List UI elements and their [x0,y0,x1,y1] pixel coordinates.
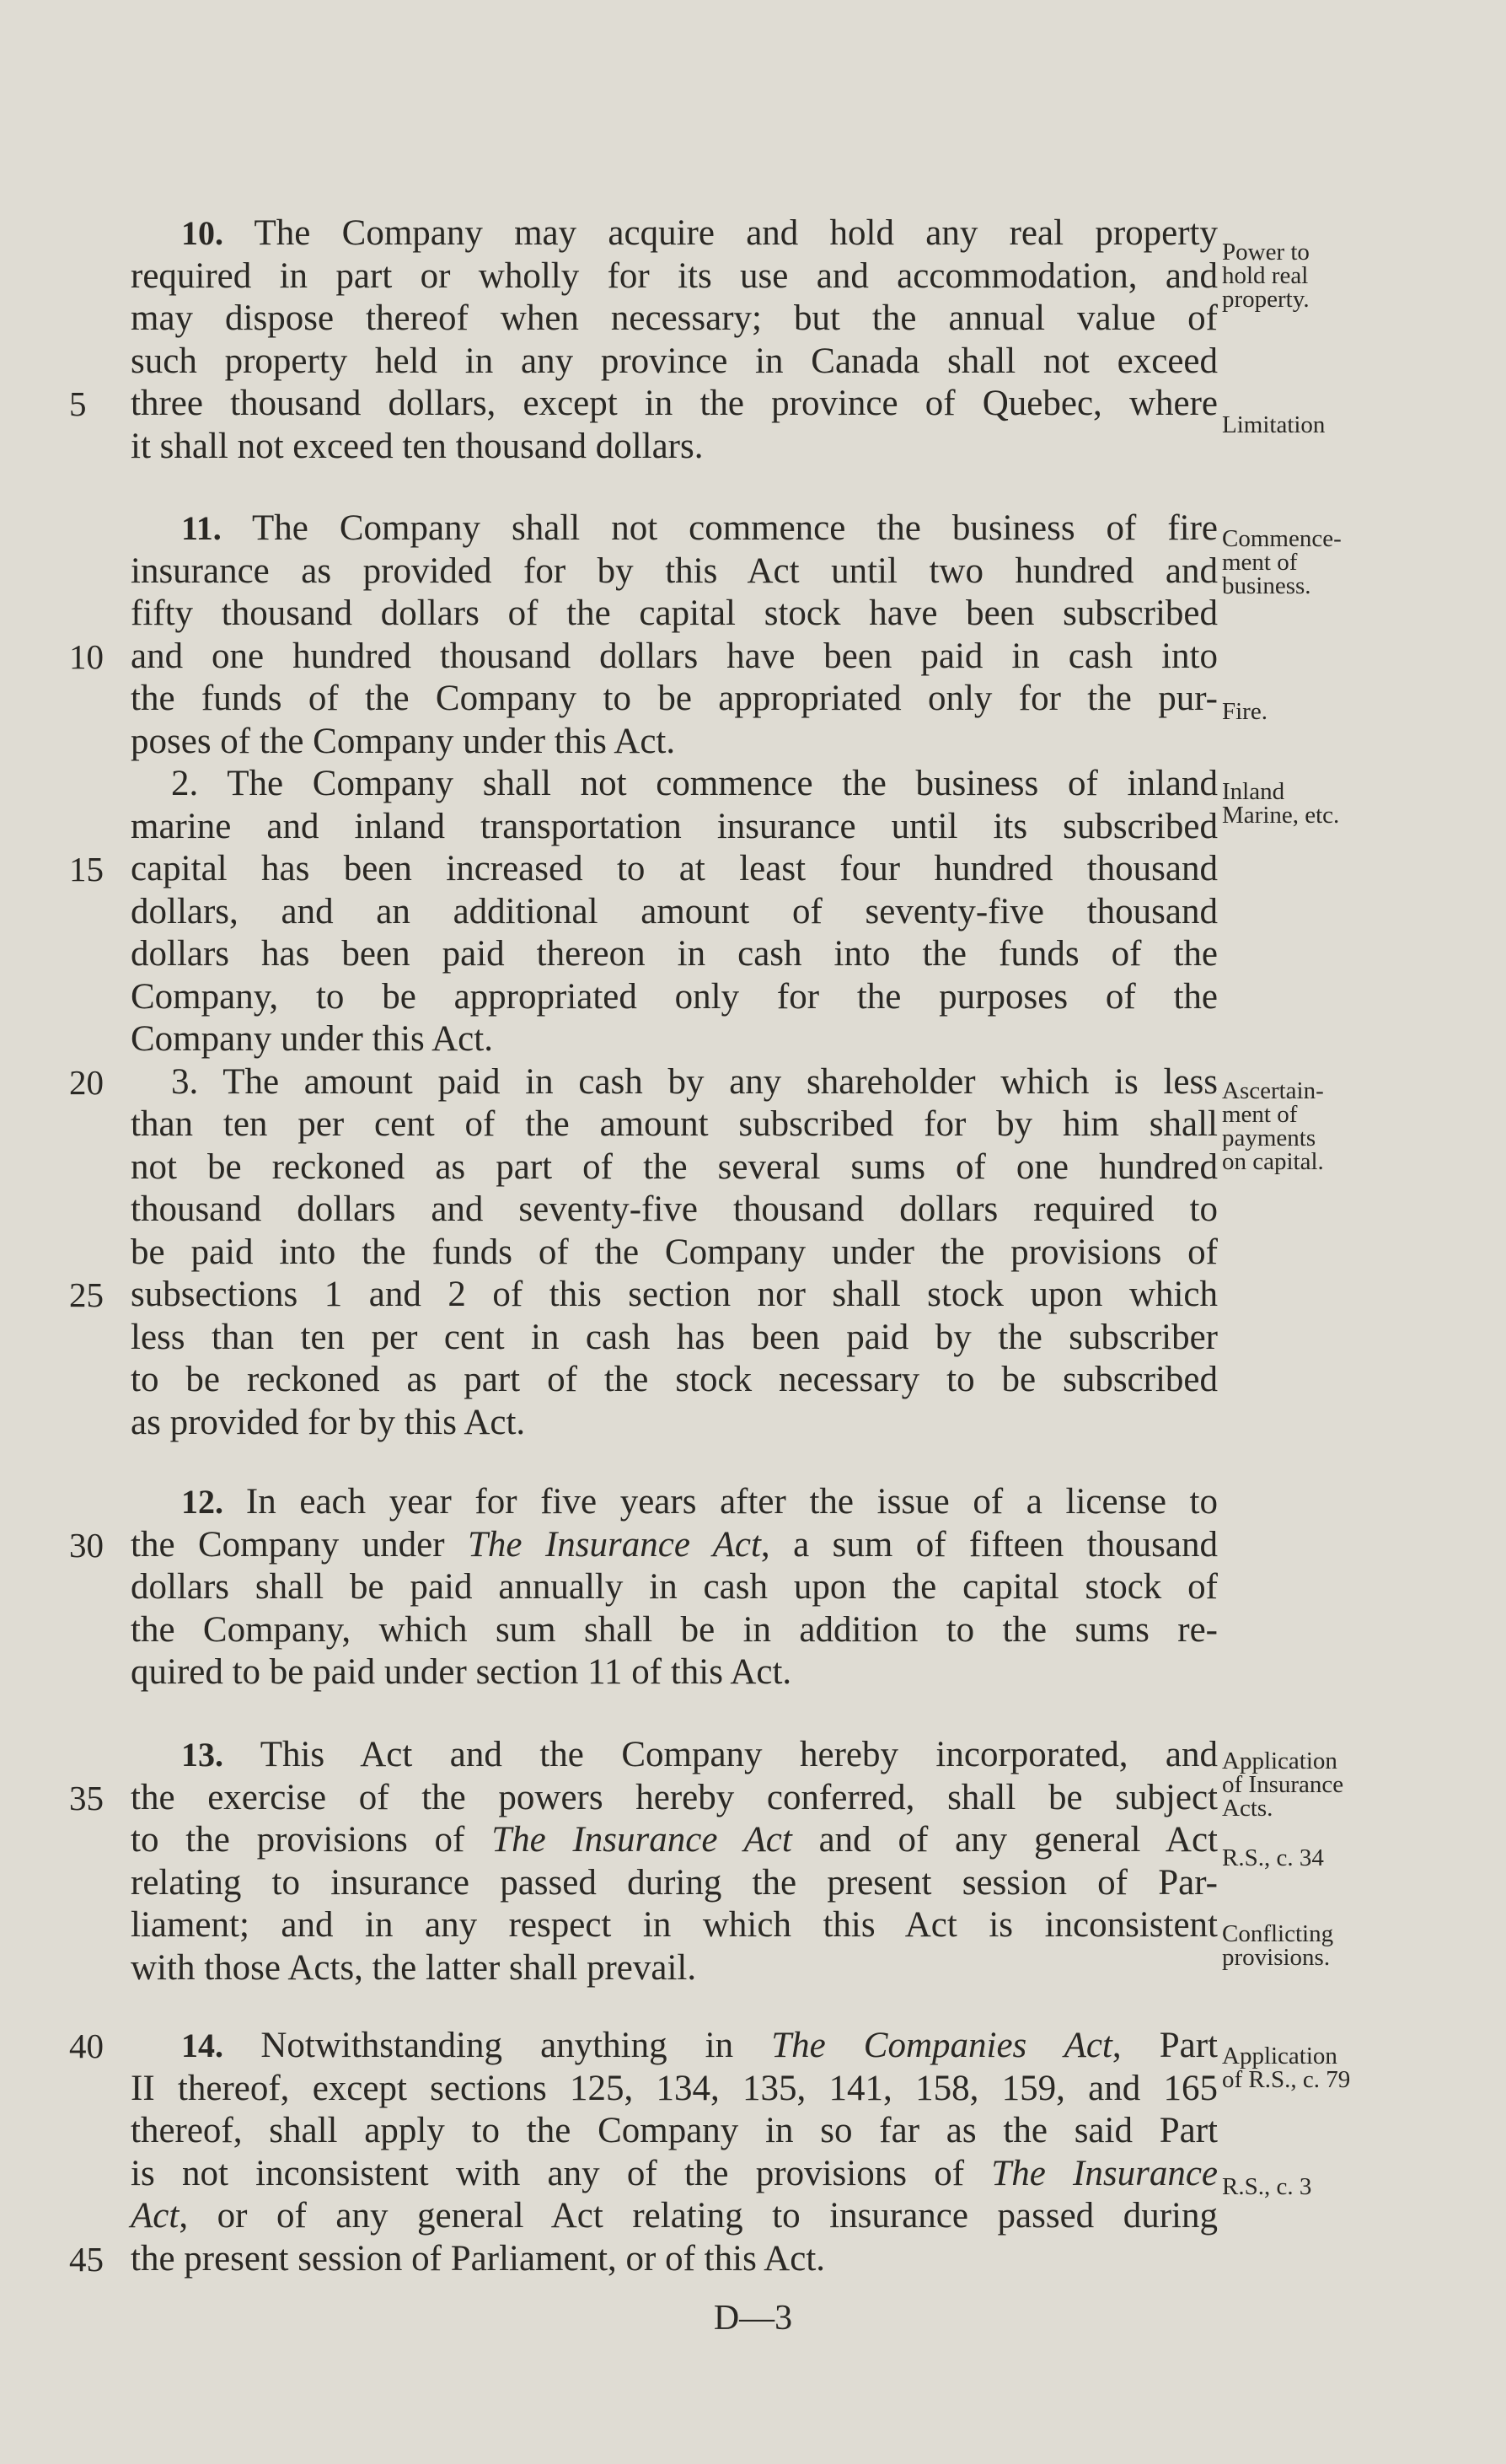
text-line [131,298,1218,340]
text-line [181,2025,1218,2067]
line-text: In each year for five years after the issue of a license to [245,1482,1218,1522]
line-text: relating to insurance passed during the present session of Par- [131,1862,1218,1903]
line-number: 30 [69,1525,104,1565]
text-line [131,1819,1218,1861]
text-line [181,1734,1218,1776]
line-text: insurance as provided for by this Act until two hundred and [131,550,1218,591]
margin-note-line: Application [1222,1747,1337,1774]
page-footer: D—3 [713,2299,793,2338]
margin-note-line: Acts. [1222,1795,1273,1822]
text-line [131,976,1218,1018]
text-line [131,848,1218,890]
margin-note [1222,413,1475,437]
line-text: Company, to be appropriated only for the purposes of the [131,976,1218,1017]
text-line [131,1777,1218,1819]
text-line [131,426,1218,468]
line-text: poses of the Company under this Act. [131,721,676,761]
line-text: Notwithstanding anything in [260,2026,772,2065]
line-text: , a sum of fifteen thousand [760,1524,1218,1565]
text-line [131,1566,1218,1608]
margin-note [1222,2044,1475,2091]
margin-note-line: ment of [1222,549,1298,576]
text-line [131,1103,1218,1146]
line-text: dollars, and an additional amount of seventy-five thousand [131,891,1218,931]
text-line [131,2110,1218,2152]
line-text: The Company shall not commence the business of fire [252,508,1218,548]
margin-note-line: property. [1222,286,1310,313]
act-title: Act [131,2196,180,2236]
margin-note-line: Inland [1222,778,1285,805]
line-text: 3. The amount paid in cash by any shareholder which is less [171,1061,1218,1102]
text-line [131,2068,1218,2110]
text-line [131,636,1218,678]
line-text: II thereof, except sections 125, 134, 135, 141, 158, 159, and 165 [131,2068,1218,2108]
margin-note [1222,2175,1475,2198]
line-text: the present session of Parliament, or of this Act. [131,2238,826,2279]
line-text: the exercise of the powers hereby conferred, shall be subject [131,1777,1218,1817]
margin-note [1222,1922,1475,1969]
line-number: 10 [69,636,104,676]
text-line [181,1481,1218,1523]
line-text: be paid into the funds of the Company under the provisions of [131,1232,1218,1272]
line-text: dollars shall be paid annually in cash upon the capital stock of [131,1567,1218,1607]
text-line [131,1862,1218,1904]
line-text: not be reckoned as part of the several sums of one hundred [131,1146,1218,1187]
text-line [131,2195,1218,2237]
margin-note [1222,780,1475,827]
line-text: This Act and the Company hereby incorporated, and [260,1735,1219,1774]
margin-note [1222,1749,1475,1820]
margin-note [1222,1846,1475,1870]
line-text: 2. The Company shall not commence the business of inland [171,764,1218,803]
margin-note-line: payments [1222,1125,1316,1151]
section-number: 14. [181,2026,261,2064]
line-text: is not inconsistent with any of the provisions of [131,2153,992,2193]
text-line [131,255,1218,298]
text-line [131,721,1218,763]
line-text: may dispose thereof when necessary; but the annual value of [131,298,1218,338]
text-line [131,678,1218,720]
line-text: to be reckoned as part of the stock necessary to be subscribed [131,1360,1218,1399]
line-text: with those Acts, the latter shall prevail. [131,1947,697,1988]
margin-note [1222,527,1475,598]
margin-note [1222,700,1475,723]
line-text: the Company under [131,1524,469,1565]
margin-note-line: business. [1222,572,1311,599]
text-line [131,933,1218,975]
act-title: The Insurance [991,2153,1218,2193]
section-number: 11. [181,509,253,547]
line-text: it shall not exceed ten thousand dollars. [131,426,704,466]
margin-note-line: R.S., c. 3 [1222,2173,1312,2200]
margin-note-line: of R.S., c. 79 [1222,2066,1351,2093]
margin-note-line: Fire. [1222,698,1268,725]
text-line [131,1146,1218,1189]
section-number: 12. [181,1483,246,1521]
margin-note-line: Application [1222,2043,1337,2069]
line-number: 15 [69,850,104,888]
margin-note-line: Conflicting [1222,1920,1334,1947]
line-text: dollars has been paid thereon in cash into the funds of the [131,934,1218,974]
text-line [181,212,1218,255]
margin-note-line: provisions. [1222,1944,1331,1971]
margin-note-line: ment of [1222,1101,1298,1128]
text-line [131,806,1218,848]
margin-note-line: on capital. [1222,1148,1324,1175]
line-text: to the provisions of [131,1820,492,1860]
act-title: The Companies Act [771,2026,1112,2065]
line-number: 35 [69,1778,104,1817]
text-line [131,1359,1218,1401]
text-line [131,550,1218,593]
line-text: subsections 1 and 2 of this section nor shall stock upon which [131,1275,1218,1314]
text-line [131,593,1218,635]
line-text: less than ten per cent in cash has been paid by the subscriber [131,1317,1218,1357]
line-number: 45 [69,2239,104,2279]
line-text: liament; and in any respect in which this Act is inconsistent [131,1905,1218,1945]
section-number: 10. [181,214,255,252]
text-line [131,1018,1218,1060]
text-line [131,1904,1218,1946]
margin-note-line: Marine, etc. [1222,802,1340,829]
line-text: thereof, shall apply to the Company in so far as the said Part [131,2111,1218,2150]
line-text: capital has been increased to at least four hundred thousand [131,849,1218,888]
margin-note-line: R.S., c. 34 [1222,1844,1324,1871]
margin-note-line: Limitation [1222,411,1326,438]
text-line [131,1317,1218,1359]
text-line [131,1189,1218,1231]
text-line [131,2238,1218,2280]
text-line [131,1947,1218,1989]
text-line [131,341,1218,383]
line-number: 40 [69,2026,104,2065]
margin-note-line: Ascertain- [1222,1077,1324,1104]
line-text: the Company, which sum shall be in addition to the sums re- [131,1609,1218,1650]
line-text: Company under this Act. [131,1019,493,1059]
text-line [131,1232,1218,1274]
margin-note [1222,240,1475,311]
text-line [131,1274,1218,1316]
text-line [131,1524,1218,1566]
act-title: The Insurance Act [491,1820,792,1860]
act-title: The Insurance Act [468,1524,761,1565]
line-text: and of any general Act [791,1820,1219,1860]
text-line [181,507,1218,550]
line-text: marine and inland transportation insurance until its subscribed [131,806,1218,846]
line-text: and one hundred thousand dollars have been paid in cash into [131,636,1218,676]
line-text: as provided for by this Act. [131,1402,526,1442]
text-line [131,1609,1218,1651]
line-number: 5 [69,384,87,423]
line-text: required in part or wholly for its use and accommodation, and [131,255,1218,296]
margin-note-line: of Insurance [1222,1771,1344,1798]
line-text: thousand dollars and seventy-five thousand dollars required to [131,1189,1218,1229]
line-text: The Company may acquire and hold any real property [254,213,1218,253]
text-line [131,1651,1218,1694]
text-line [131,1402,1218,1444]
margin-note [1222,1079,1475,1173]
text-line [131,2153,1218,2195]
line-text: three thousand dollars, except in the province of Quebec, where [131,384,1218,423]
margin-note-line: Power to [1222,239,1310,266]
line-text: quired to be paid under section 11 of this Act. [131,1652,792,1692]
line-number: 20 [69,1062,104,1102]
text-line [131,383,1218,425]
margin-note-line: Commence- [1222,525,1342,552]
text-line [171,763,1218,805]
text-line [131,891,1218,933]
text-line [171,1061,1218,1103]
line-text: than ten per cent of the amount subscribed for by him shall [131,1104,1218,1144]
section-number: 13. [181,1736,260,1774]
line-text: fifty thousand dollars of the capital stock have been subscribed [131,593,1218,633]
line-text: , Part [1112,2026,1218,2065]
margin-note-line: hold real [1222,262,1309,289]
line-number: 25 [69,1275,104,1314]
line-text: such property held in any province in Canada shall not exceed [131,341,1218,381]
line-text: , or of any general Act relating to insurance passed during [179,2196,1218,2236]
line-text: the funds of the Company to be appropriated only for the pur- [131,679,1218,718]
